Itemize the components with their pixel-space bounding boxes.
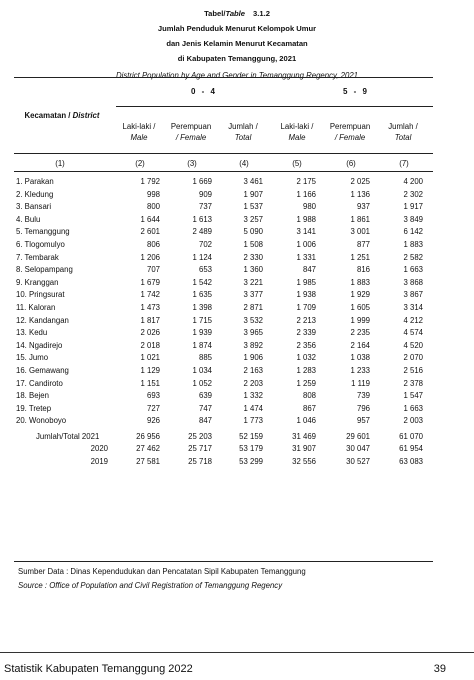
- table-cell: 1 709: [296, 302, 316, 312]
- table-cell: 1 883: [403, 239, 423, 249]
- total-header-2: Jumlah / Total: [388, 122, 418, 142]
- table-cell: 806: [146, 239, 160, 249]
- table-cell: 1 124: [192, 252, 212, 262]
- table-number: 3.1.2: [253, 9, 270, 18]
- table-row: [14, 403, 433, 416]
- column-number-rule: [14, 171, 433, 172]
- table-cell: 1 473: [140, 302, 160, 312]
- table-row: [14, 201, 433, 214]
- table-cell: 1 985: [296, 277, 316, 287]
- row-label: 20. Wonoboyo: [16, 416, 67, 426]
- table-cell: 32 556: [292, 457, 316, 467]
- table-cell: 702: [198, 239, 212, 249]
- table-cell: 2 003: [403, 416, 423, 426]
- column-number: (5): [292, 159, 302, 168]
- table-row: [14, 226, 433, 239]
- table-cell: 3 314: [403, 302, 423, 312]
- year-total-row: [14, 456, 433, 469]
- table-cell: 2 356: [296, 340, 316, 350]
- row-label: 14. Ngadirejo: [16, 340, 63, 350]
- table-row: [14, 264, 433, 277]
- table-row: [14, 214, 433, 227]
- table-cell: 4 200: [403, 177, 423, 186]
- table-cell: 1 605: [350, 302, 370, 312]
- table-row: [14, 277, 433, 290]
- total-row: [14, 431, 433, 444]
- table-cell: 1 052: [192, 378, 212, 388]
- table-cell: 3 965: [243, 328, 263, 338]
- table-cell: 2 489: [192, 227, 212, 237]
- table-cell: 25 717: [188, 444, 212, 454]
- male-header-1: Laki-laki / Male: [122, 122, 156, 142]
- table-cell: 1 635: [192, 290, 212, 300]
- source-english: Source : Office of Population and Civil Registration of Temanggung Regency: [18, 581, 283, 590]
- column-number: (7): [399, 159, 409, 168]
- table-cell: 1 669: [192, 177, 212, 186]
- table-cell: 2 378: [403, 378, 423, 388]
- table-cell: 1 332: [243, 391, 263, 401]
- table-cell: 1 283: [296, 365, 316, 375]
- table-cell: 2 302: [403, 189, 423, 199]
- table-cell: 847: [302, 265, 316, 275]
- table-cell: 877: [356, 239, 370, 249]
- table-title-line-3: di Kabupaten Temanggung, 2021: [177, 54, 297, 63]
- row-label: 2. Kledung: [16, 189, 54, 199]
- table-row: [14, 352, 433, 365]
- row-label: 19. Tretep: [16, 403, 52, 413]
- year-total-row: [14, 443, 433, 456]
- district-column-header: Kecamatan / District: [24, 111, 100, 120]
- table-row: [14, 315, 433, 328]
- table-cell: 1 508: [243, 239, 263, 249]
- table-cell: 2 871: [243, 302, 263, 312]
- row-label: 2020: [90, 444, 108, 454]
- table-cell: 3 141: [296, 227, 316, 237]
- table-cell: 6 142: [403, 227, 423, 237]
- table-cell: 1 644: [140, 214, 160, 224]
- table-cell: 4 520: [403, 340, 423, 350]
- table-cell: 1 151: [140, 378, 160, 388]
- table-cell: 1 883: [350, 277, 370, 287]
- table-cell: 30 047: [346, 444, 370, 454]
- table-bottom-rule: [14, 561, 433, 562]
- table-cell: 2 235: [350, 328, 370, 338]
- table-cell: 2 601: [140, 227, 160, 237]
- table-cell: 2 025: [350, 177, 370, 186]
- table-cell: 1 398: [192, 302, 212, 312]
- table-cell: 847: [198, 416, 212, 426]
- column-number: (3): [187, 159, 197, 168]
- table-cell: 3 221: [243, 277, 263, 287]
- column-number-row: [0, 159, 474, 171]
- table-cell: 2 330: [243, 252, 263, 262]
- table-cell: 1 474: [243, 403, 263, 413]
- table-cell: 27 581: [136, 457, 160, 467]
- row-label: 8. Selopampang: [16, 265, 73, 275]
- column-number: (1): [55, 159, 65, 168]
- table-cell: 3 257: [243, 214, 263, 224]
- table-cell: 1 021: [140, 353, 160, 363]
- table-cell: 739: [356, 391, 370, 401]
- table-cell: 1 006: [296, 239, 316, 249]
- header-bottom-rule: [14, 153, 433, 154]
- table-cell: 30 527: [346, 457, 370, 467]
- table-cell: 816: [356, 265, 370, 275]
- row-label: 13. Kedu: [16, 328, 48, 338]
- table-cell: 2 203: [243, 378, 263, 388]
- table-row: [14, 390, 433, 403]
- table-row: [14, 302, 433, 315]
- table-row: [14, 340, 433, 353]
- table-row: [14, 176, 433, 189]
- total-header-1: Jumlah / Total: [228, 122, 258, 142]
- row-label: 16. Gemawang: [16, 365, 69, 375]
- row-label: Jumlah/Total 2021: [36, 431, 100, 441]
- table-cell: 1 032: [296, 353, 316, 363]
- table-cell: 3 892: [243, 340, 263, 350]
- table-row: [14, 239, 433, 252]
- table-cell: 1 742: [140, 290, 160, 300]
- table-cell: 53 299: [239, 457, 263, 467]
- table-cell: 3 377: [243, 290, 263, 300]
- table-cell: 1 360: [243, 265, 263, 275]
- table-subtitle-english: District Population by Age and Gender in Temanggung Regency, 2021: [115, 71, 358, 80]
- row-label: 11. Kaloran: [16, 302, 56, 312]
- row-label: 17. Candiroto: [16, 378, 63, 388]
- table-cell: 1 999: [350, 315, 370, 325]
- table-cell: 1 929: [350, 290, 370, 300]
- table-cell: 31 469: [292, 431, 316, 441]
- table-cell: 53 179: [239, 444, 263, 454]
- table-cell: 1 939: [192, 328, 212, 338]
- column-number: (2): [135, 159, 145, 168]
- table-cell: 1 861: [350, 214, 370, 224]
- table-cell: 980: [302, 202, 316, 212]
- table-cell: 29 601: [346, 431, 370, 441]
- table-title-line-2: dan Jenis Kelamin Menurut Kecamatan: [166, 39, 308, 48]
- column-number: (4): [239, 159, 249, 168]
- table-cell: 25 203: [188, 431, 212, 441]
- footer-rule: [0, 652, 474, 653]
- table-row: [14, 327, 433, 340]
- table-cell: 1 988: [296, 214, 316, 224]
- table-cell: 2 582: [403, 252, 423, 262]
- table-cell: 1 773: [243, 416, 263, 426]
- table-cell: 1 679: [140, 277, 160, 287]
- row-label: 2019: [90, 457, 108, 467]
- row-label: 3. Bansari: [16, 202, 52, 212]
- row-label: 4. Bulu: [16, 214, 41, 224]
- table-cell: 1 715: [192, 315, 212, 325]
- table-cell: 1 046: [296, 416, 316, 426]
- page-number: 39: [433, 663, 446, 675]
- age-group-0-4-header: 0 - 4: [190, 87, 215, 96]
- age-group-rule: [116, 106, 433, 107]
- table-cell: 957: [356, 416, 370, 426]
- female-header-1: Perempuan / Female: [170, 122, 212, 142]
- table-cell: 639: [198, 391, 212, 401]
- table-cell: 1 663: [403, 403, 423, 413]
- table-cell: 1 542: [192, 277, 212, 287]
- table-cell: 31 907: [292, 444, 316, 454]
- table-cell: 1 907: [243, 189, 263, 199]
- table-row: [14, 415, 433, 428]
- age-group-5-9-header: 5 - 9: [342, 87, 367, 96]
- table-cell: 61 070: [399, 431, 423, 441]
- table-cell: 909: [198, 189, 212, 199]
- table-cell: 52 159: [239, 431, 263, 441]
- table-cell: 1 537: [243, 202, 263, 212]
- table-cell: 998: [146, 189, 160, 199]
- table-cell: 2 516: [403, 365, 423, 375]
- table-title-line-1: Jumlah Penduduk Menurut Kelompok Umur: [157, 24, 317, 33]
- female-header-2: Perempuan / Female: [329, 122, 371, 142]
- table-cell: 1 119: [351, 378, 370, 388]
- table-cell: 1 938: [296, 290, 316, 300]
- table-cell: 2 164: [350, 340, 370, 350]
- table-cell: 727: [146, 403, 160, 413]
- table-cell: 747: [198, 403, 212, 413]
- table-cell: 2 026: [140, 328, 160, 338]
- table-cell: 800: [146, 202, 160, 212]
- table-cell: 3 001: [350, 227, 370, 237]
- table-cell: 3 532: [243, 315, 263, 325]
- table-cell: 1 917: [403, 202, 423, 212]
- table-cell: 867: [302, 403, 316, 413]
- row-label: 18. Bejen: [16, 391, 49, 401]
- table-cell: 1 129: [140, 365, 160, 375]
- table-cell: 5 090: [243, 227, 263, 237]
- table-cell: 2 339: [296, 328, 316, 338]
- table-cell: 1 259: [296, 378, 316, 388]
- table-cell: 1 874: [192, 340, 212, 350]
- table-label: Tabel/Table 3.1.2: [204, 9, 270, 18]
- table-cell: 1 233: [350, 365, 370, 375]
- population-table-body: [14, 176, 433, 469]
- table-cell: 61 954: [399, 444, 423, 454]
- table-cell: 1 613: [192, 214, 212, 224]
- table-cell: 27 462: [136, 444, 160, 454]
- table-cell: 926: [146, 416, 160, 426]
- table-cell: 796: [356, 403, 370, 413]
- table-cell: 1 817: [140, 315, 160, 325]
- table-cell: 25 718: [188, 457, 212, 467]
- table-cell: 2 018: [140, 340, 160, 350]
- row-label: 6. Tlogomulyo: [16, 239, 65, 249]
- male-header-2: Laki-laki / Male: [280, 122, 314, 142]
- table-cell: 1 136: [350, 189, 370, 199]
- table-cell: 653: [198, 265, 212, 275]
- table-cell: 63 083: [399, 457, 423, 467]
- table-cell: 808: [302, 391, 316, 401]
- table-cell: 1 331: [296, 252, 316, 262]
- table-row: [14, 365, 433, 378]
- table-cell: 737: [198, 202, 212, 212]
- table-cell: 1 792: [140, 177, 160, 186]
- row-label: 5. Temanggung: [16, 227, 70, 237]
- row-label: 7. Tembarak: [16, 252, 59, 262]
- table-row: [14, 252, 433, 265]
- table-row: [14, 189, 433, 202]
- table-cell: 885: [198, 353, 212, 363]
- row-label: 9. Kranggan: [16, 277, 59, 287]
- table-cell: 4 574: [403, 328, 423, 338]
- row-label: 15. Jumo: [16, 353, 49, 363]
- table-cell: 26 956: [136, 431, 160, 441]
- table-cell: 3 849: [403, 214, 423, 224]
- table-cell: 3 868: [403, 277, 423, 287]
- row-label: 1. Parakan: [16, 177, 54, 186]
- row-label: 10. Pringsurat: [16, 290, 65, 300]
- table-cell: 693: [146, 391, 160, 401]
- table-row: [14, 289, 433, 302]
- table-cell: 1 166: [296, 189, 316, 199]
- footer-publication-title: Statistik Kabupaten Temanggung 2022: [4, 663, 193, 675]
- table-cell: 1 034: [192, 365, 212, 375]
- table-cell: 4 212: [403, 315, 423, 325]
- table-cell: 3 461: [243, 177, 263, 186]
- table-cell: 3 867: [403, 290, 423, 300]
- table-cell: 2 175: [296, 177, 316, 186]
- table-top-rule: [14, 77, 433, 78]
- table-cell: 707: [146, 265, 160, 275]
- table-cell: 1 206: [140, 252, 160, 262]
- table-cell: 1 547: [403, 391, 423, 401]
- table-cell: 2 070: [403, 353, 423, 363]
- table-cell: 1 906: [243, 353, 263, 363]
- column-number: (6): [346, 159, 356, 168]
- table-row: [14, 378, 433, 391]
- table-title-block: [0, 6, 474, 82]
- table-cell: 1 038: [350, 353, 370, 363]
- table-cell: 937: [356, 202, 370, 212]
- table-cell: 1 663: [403, 265, 423, 275]
- source-indonesian: Sumber Data : Dinas Kependudukan dan Pencatatan Sipil Kabupaten Temanggung: [18, 567, 306, 576]
- table-cell: 2 163: [243, 365, 263, 375]
- row-label: 12. Kandangan: [16, 315, 69, 325]
- table-cell: 1 251: [350, 252, 370, 262]
- table-cell: 2 213: [296, 315, 316, 325]
